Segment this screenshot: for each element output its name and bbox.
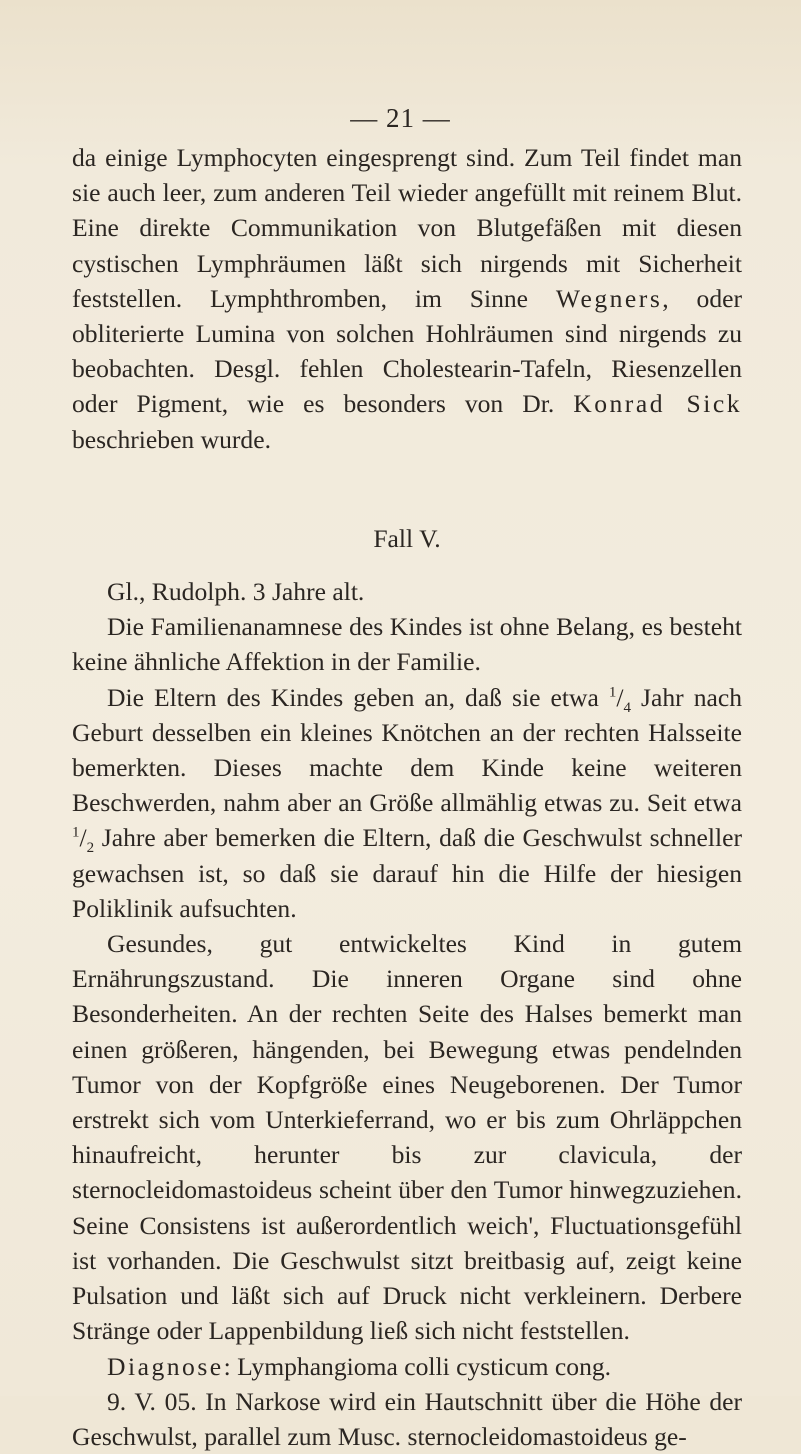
fraction-numerator: 1	[72, 824, 80, 841]
author-name-sick: Konrad Sick	[573, 389, 742, 419]
paragraph-operation: 9. V. 05. In Narkose wird ein Hautschnitt über die Höhe der Geschwulst, parallel zum Musc. sternocleidomastoideus ge-	[72, 1386, 742, 1451]
fraction-denominator: 4	[623, 699, 631, 716]
author-name-wegner: Wegners	[555, 283, 663, 313]
case-heading: Fall V.	[373, 523, 441, 553]
paragraph-findings: Gesundes, gut entwickeltes Kind in gutem Ernährungszustand. Die inneren Organe sind ohne Besonderheiten. An der rechten Seite des Halses bemerkt man einen größeren, hängenden, bei Bewegung etwas pendelnden Tumor von der Kopfgröße eines Neugeborenen. Der Tumor erstrekt sich vom Unterkieferrand, wo er bis zum Ohrläppchen hinaufreicht, herunter bis zur clavicula, der sternocleidomastoideus scheint über den Tumor hinwegzuziehen. Seine Consistens ist außerordentlich weich', Fluctuationsgefühl ist vorhanden. Die Geschwulst sitzt breitbasig auf, zeigt keine Pulsation und läßt sich auf Druck nicht verkleinern. Derbere Stränge oder Lappenbildung ließ sich nicht feststellen.	[72, 929, 742, 1346]
paragraph-text: beschrieben wurde.	[72, 424, 271, 454]
paragraph-diagnosis	[72, 1349, 742, 1384]
paragraph-history: Die Eltern des Kindes geben an, daß sie etwa $^1/_4$ Jahr nach Geburt desselben ein kleines Knötchen an der rechten Halsseite bemerkten. Dieses machte dem Kinde keine weiteren Beschwerden, nahm aber an Größe allmählig etwas zu. Seit etwa $^1/_2$ Jahre aber bemerken die Eltern, daß die Geschwulst schneller gewachsen ist, so daß sie darauf hin die Hilfe der hiesigen Poliklinik aufsuchten.	[72, 682, 743, 923]
diagnosis-text: : Lymphangioma colli cysticum cong.	[223, 1351, 612, 1381]
page-number: — 21 —	[350, 103, 451, 133]
diagnosis-label: Diagnose	[107, 1351, 224, 1381]
paragraph-family-history: Die Familienanamnese des Kindes ist ohne Belang, es besteht keine ähnliche Affektion in der Familie.	[72, 612, 742, 677]
paragraph-text: Jahre aber bemerken die Eltern, daß die Geschwulst schneller gewachsen ist, so daß sie darauf hin die Hilfe der hiesigen Poliklinik aufsuchten.	[72, 823, 742, 923]
paragraph-text: , oder obliterierte Lumina von solchen Hohlräumen sind nirgends zu beobachten. Desgl. fehlen Cholestearin-Tafeln, Riesenzellen oder Pigment, wie es besonders von Dr.	[72, 283, 743, 419]
fraction-numerator: 1	[608, 684, 617, 701]
paragraph-patient: Gl., Rudolph. 3 Jahre alt.	[107, 577, 365, 607]
paragraph-text: Jahr nach Geburt desselben ein kleines Knötchen an der rechten Halsseite bemerkten. Dieses machte dem Kinde keine weiteren Beschwerden, nahm aber an Größe allmählig etwas zu. Seit etwa	[72, 682, 743, 818]
paragraph-histology	[72, 140, 742, 457]
fraction-denominator: 2	[86, 840, 95, 857]
page-body	[72, 140, 742, 1454]
paragraph-text: da einige Lymphocyten eingesprengt sind. Zum Teil findet man sie auch leer, zum anderen Teil wieder angefüllt mit reinem Blut. Eine direkte Communikation von Blutgefäßen mit diesen cystischen Lymphräumen läßt sich nirgends mit Sicherheit feststellen. Lymphthromben, im Sinne	[72, 143, 742, 313]
paragraph-text: Die Eltern des Kindes geben an, daß sie etwa	[107, 682, 609, 712]
